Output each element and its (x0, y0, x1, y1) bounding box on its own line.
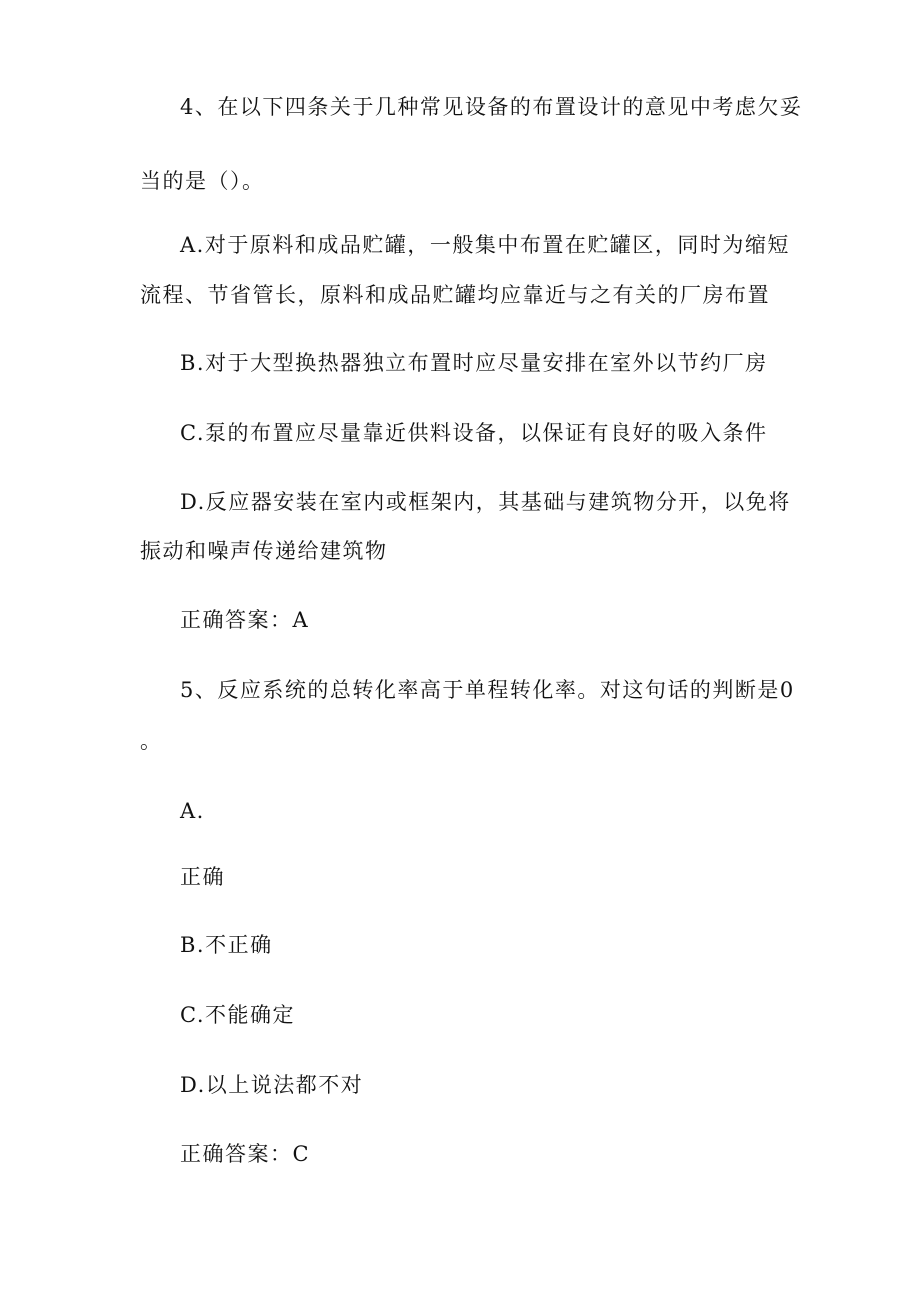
q5-option-d: D.以上说法都不对 (180, 1073, 364, 1097)
q5-option-a-text: 正确 (180, 865, 225, 889)
q5-answer: 正确答案：C (180, 1142, 311, 1166)
q5-stem-line1: 5、反应系统的总转化率高于单程转化率。对这句话的判断是0 (180, 678, 795, 702)
q4-option-b: B.对于大型换热器独立布置时应尽量安排在室外以节约厂房 (180, 351, 768, 375)
q4-option-d-line1: D.反应器安装在室内或框架内，其基础与建筑物分开，以免将 (180, 490, 791, 514)
q4-answer: 正确答案：A (180, 608, 310, 632)
q4-option-a-line2: 流程、节省管长，原料和成品贮罐均应靠近与之有关的厂房布置 (140, 283, 770, 307)
q5-option-c: C.不能确定 (180, 1003, 295, 1027)
q4-option-c: C.泵的布置应尽量靠近供料设备，以保证有良好的吸入条件 (180, 421, 768, 445)
q4-option-d-line2: 振动和噪声传递给建筑物 (140, 539, 388, 563)
q4-stem-line2: 当的是（）。 (140, 169, 265, 193)
q5-option-a-label: A. (180, 799, 205, 823)
q5-stem-line2: 。 (140, 729, 163, 753)
q5-option-b: B.不正确 (180, 933, 273, 957)
q4-stem-line1: 4、在以下四条关于几种常见设备的布置设计的意见中考虑欠妥 (180, 95, 803, 119)
q4-option-a-line1: A.对于原料和成品贮罐，一般集中布置在贮罐区，同时为缩短 (180, 233, 790, 257)
